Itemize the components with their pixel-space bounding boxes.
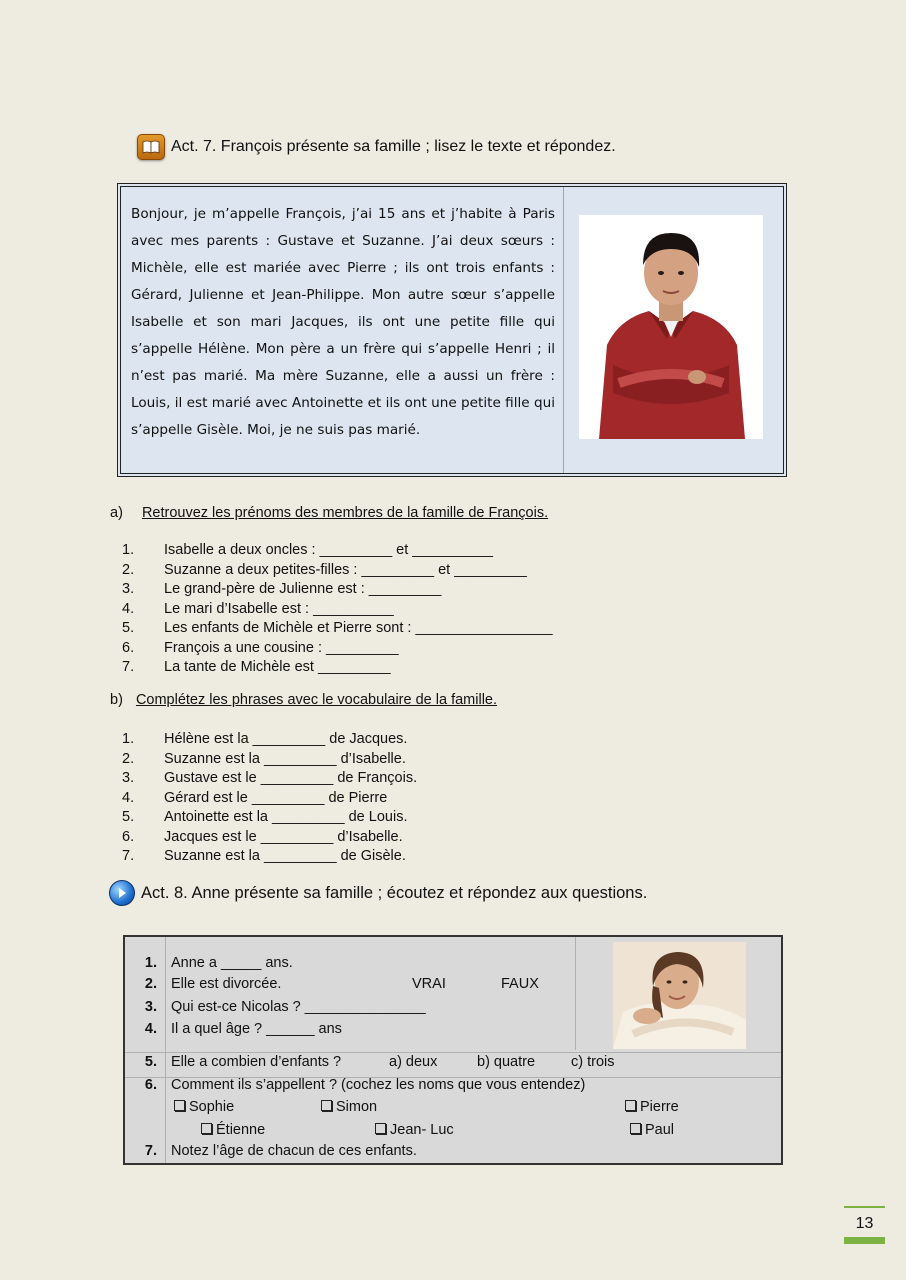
question-text: Jacques est le _________ d’Isabelle. [164, 828, 403, 845]
question-number: 3. [122, 581, 135, 597]
checkbox-icon [375, 1123, 386, 1134]
question-item [122, 750, 417, 770]
question-text: François a une cousine : _________ [164, 639, 399, 656]
question-number: 1. [122, 542, 135, 558]
q5-number: 5. [144, 1054, 157, 1070]
question-number: 7. [122, 659, 135, 675]
question-number: 7. [122, 848, 135, 864]
q3-number: 3. [144, 999, 157, 1015]
audio-icon [109, 880, 135, 906]
q6-number: 6. [144, 1077, 157, 1093]
question-text: Suzanne a deux petites-filles : _________ et _________ [164, 561, 527, 578]
question-text: Gustave est le _________ de François. [164, 770, 418, 786]
book-icon [137, 134, 165, 160]
question-text: Gérard est le _________ de Pierre [164, 789, 388, 806]
act8-question-table [123, 935, 783, 1165]
q7-number: 7. [144, 1143, 157, 1159]
option-vrai[interactable]: VRAI [412, 976, 446, 992]
name-label: Paul [645, 1122, 675, 1138]
q4-number: 4. [144, 1021, 157, 1037]
checkbox-sophie[interactable] [174, 1099, 234, 1115]
q6-row [125, 1077, 585, 1093]
q5-option-c[interactable]: c) trois [571, 1054, 615, 1070]
q3-row [125, 999, 426, 1015]
page-number: 13 [844, 1206, 885, 1244]
question-number: 6. [122, 639, 135, 656]
question-text: Hélène est la _________ de Jacques. [164, 731, 408, 747]
question-number: 5. [122, 809, 135, 825]
q5-text: Elle a combien d’enfants ? [171, 1054, 342, 1070]
question-text: Antoinette est la _________ de Louis. [164, 809, 408, 825]
part-b-marker: b) [110, 692, 123, 708]
table-row-line [125, 1052, 781, 1053]
act7-heading [137, 134, 616, 160]
question-item [122, 600, 553, 620]
checkbox-icon [201, 1123, 212, 1134]
question-text: Suzanne est la _________ d’Isabelle. [164, 750, 406, 767]
checkbox-paul[interactable] [630, 1122, 674, 1138]
question-item [122, 541, 553, 561]
act8-heading [109, 880, 647, 906]
q4-text: Il a quel âge ? ______ ans [171, 1021, 342, 1037]
question-text: Le mari d’Isabelle est : __________ [164, 600, 394, 617]
q2-text: Elle est divorcée. [171, 976, 282, 992]
name-label: Jean- Luc [390, 1122, 454, 1138]
part-a-questions [122, 541, 553, 678]
q7-row [125, 1143, 417, 1159]
q2-row [125, 976, 281, 992]
question-item [122, 580, 553, 600]
option-faux[interactable]: FAUX [501, 976, 539, 992]
part-a-heading [110, 505, 548, 521]
question-item [122, 769, 417, 789]
act7-paragraph: Bonjour, je m’appelle François, j’ai 15 ans et j’habite à Paris avec mes parents : Gustave et Suzanne. J’ai deux sœurs : Michèle, elle est mariée avec Pierre ; ils ont trois enfants : Gérard, Julienne et Jean-Philippe. Mon autre sœur s’appelle Isabelle et son mari Jacques, ils ont une petite fille qui s’appelle Hélène. Mon père a un frère qui s’appelle Henri ; il n’est pas marié. Ma mère Suzanne, elle a aussi un frère : Louis, il est marié avec Antoinette et ils ont une petite fille qui s’appelle Gisèle. Moi, je ne suis pas marié. [131, 206, 555, 438]
checkbox-simon[interactable] [321, 1099, 377, 1115]
checkbox-jean-luc[interactable] [375, 1122, 454, 1138]
checkbox-icon [321, 1100, 332, 1111]
question-text: Les enfants de Michèle et Pierre sont : _________________ [164, 620, 553, 636]
question-number: 3. [122, 770, 135, 786]
q5-row [125, 1054, 341, 1070]
name-label: Étienne [216, 1122, 266, 1138]
checkbox-pierre[interactable] [625, 1099, 679, 1115]
question-item [122, 808, 417, 828]
checkbox-etienne[interactable] [201, 1122, 265, 1138]
question-item [122, 619, 553, 639]
question-item [122, 639, 553, 659]
question-number: 6. [122, 828, 135, 845]
act7-title: Act. 7. François présente sa famille ; lisez le texte et répondez. [171, 138, 616, 155]
name-label: Sophie [189, 1099, 235, 1115]
question-item [122, 561, 553, 581]
part-b-instruction: Complétez les phrases avec le vocabulaire de la famille. [135, 692, 498, 708]
q3-text: Qui est-ce Nicolas ? _______________ [171, 999, 426, 1015]
part-a-marker: a) [110, 505, 123, 521]
question-item [122, 847, 417, 867]
q5-option-b[interactable]: b) quatre [477, 1054, 536, 1070]
act7-text-box [117, 183, 787, 477]
q6-text: Comment ils s’appellent ? (cochez les noms que vous entendez) [171, 1077, 586, 1093]
question-number: 4. [122, 600, 135, 617]
name-label: Simon [336, 1099, 378, 1115]
photo-francois [579, 215, 763, 439]
q1-text: Anne a _____ ans. [171, 955, 293, 971]
q5-option-a[interactable]: a) deux [389, 1054, 438, 1070]
question-text: Suzanne est la _________ de Gisèle. [164, 848, 406, 864]
question-item [122, 789, 417, 809]
checkbox-icon [625, 1100, 636, 1111]
part-b-questions [122, 730, 417, 867]
part-b-heading [110, 692, 497, 708]
q2-number: 2. [144, 976, 157, 992]
question-text: Le grand-père de Julienne est : _________ [164, 581, 442, 597]
table-column-line [575, 937, 576, 1050]
question-item [122, 658, 553, 678]
question-number: 4. [122, 789, 135, 806]
part-a-instruction: Retrouvez les prénoms des membres de la famille de François. [141, 505, 549, 521]
checkbox-icon [174, 1100, 185, 1111]
q7-text: Notez l’âge de chacun de ces enfants. [171, 1143, 417, 1159]
question-item [122, 730, 417, 750]
question-number: 1. [122, 731, 135, 747]
q4-row [125, 1021, 342, 1037]
act8-title: Act. 8. Anne présente sa famille ; écoutez et répondez aux questions. [141, 883, 648, 902]
question-number: 2. [122, 561, 135, 578]
question-item [122, 828, 417, 848]
photo-anne [613, 942, 746, 1049]
question-number: 2. [122, 750, 135, 767]
question-text: Isabelle a deux oncles : _________ et __________ [164, 542, 493, 558]
box-divider [563, 187, 564, 473]
q1-number: 1. [144, 955, 157, 971]
question-number: 5. [122, 620, 135, 636]
q1-row [125, 955, 293, 971]
question-text: La tante de Michèle est _________ [164, 659, 391, 675]
name-label: Pierre [640, 1099, 679, 1115]
checkbox-icon [630, 1123, 641, 1134]
